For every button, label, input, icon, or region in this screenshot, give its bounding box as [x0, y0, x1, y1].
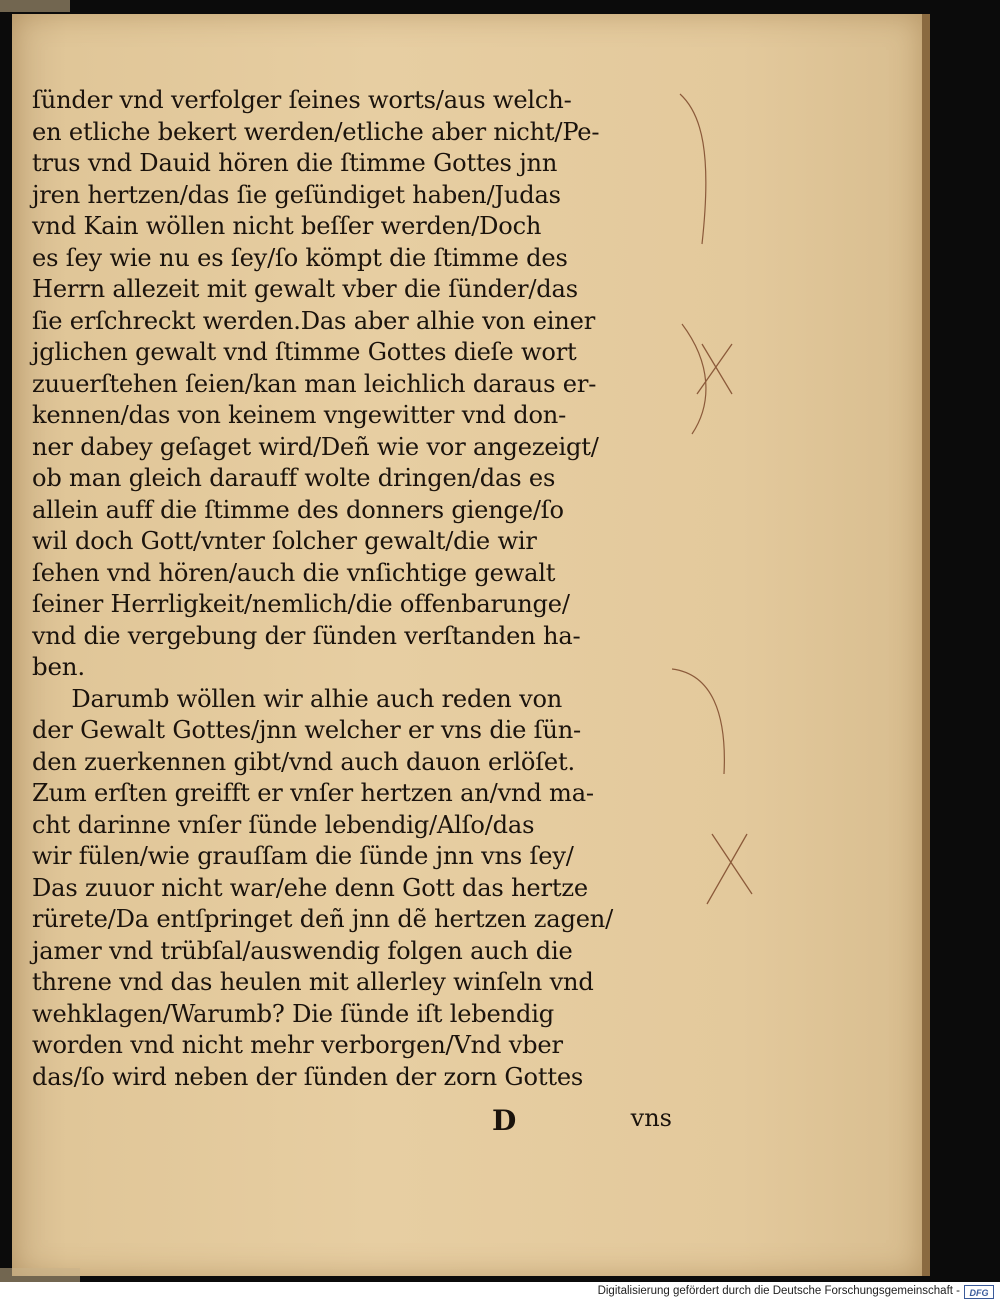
text-line: jglichen gewalt vnd ſtimme Gottes dieſe wort: [32, 337, 577, 366]
text-line: ſeiner Herrligkeit/nemlich/die offenbarunge/: [32, 589, 570, 618]
text-line: rürete/Da entſpringet deñ jnn dẽ hertzen zagen/: [32, 904, 614, 933]
text-line: jamer vnd trübſal/auswendig folgen auch die: [32, 935, 573, 965]
text-line: das/ſo wird neben der ſünden der zorn Gottes: [32, 1061, 584, 1091]
text-line: ſie erſchreckt werden.Das aber alhie von einer: [32, 305, 596, 335]
text-line: allein auff die ſtimme des donners gienge/ſo: [32, 494, 564, 524]
text-line: ſünder vnd verfolger ſeines worts/aus welch-: [32, 85, 572, 114]
text-block: [32, 84, 682, 1092]
text-line: wil doch Gott/vnter ſolcher gewalt/die wir: [32, 526, 537, 555]
gathering-signature: D: [492, 1104, 517, 1137]
footer-bar: [0, 1282, 1000, 1303]
dfg-logo: DFG: [964, 1285, 994, 1299]
page-edge: [922, 14, 930, 1276]
text-line: vnd Kain wöllen nicht beſſer werden/Doch: [32, 211, 542, 240]
text-line: vnd die vergebung der ſünden verſtanden ha-: [32, 620, 581, 650]
text-line: kennen/das von keinem vngewitter vnd don-: [32, 400, 567, 429]
text-line: es ſey wie nu es ſey/ſo kömpt die ſtimme des: [32, 242, 568, 272]
text-line: ner dabey geſaget wird/Deñ wie vor angezeigt/: [32, 431, 599, 461]
funding-credit: Digitalisierung gefördert durch die Deutsche Forschungsgemeinschaft -: [597, 1285, 960, 1297]
text-line: wir fülen/wie grauſſam die ſünde jnn vns ſey/: [32, 841, 574, 870]
adjacent-page-scrap-top: [0, 0, 70, 12]
text-line: ſehen vnd hören/auch die vnſichtige gewalt: [32, 557, 556, 587]
text-line: den zuerkennen gibt/vnd auch dauon erlöſet.: [32, 746, 575, 776]
text-line: worden vnd nicht mehr verborgen/Vnd vber: [32, 1030, 563, 1059]
text-line: trus vnd Dauid hören die ſtimme Gottes jnn: [32, 148, 558, 177]
book-page: [12, 14, 922, 1276]
text-line: ob man gleich darauff wolte dringen/das es: [32, 463, 556, 492]
catchword: vns: [630, 1104, 672, 1132]
text-line: zuuerſtehen ſeien/kan man leichlich daraus er-: [32, 368, 597, 398]
text-line: Zum erſten greifft er vnſer hertzen an/vnd ma-: [32, 778, 594, 807]
text-line: jren hertzen/das ſie geſündiget haben/Judas: [32, 179, 561, 209]
signature-catchword-line: [492, 1104, 682, 1140]
text-line: threne vnd das heulen mit allerley winſeln vnd: [32, 967, 594, 996]
text-line: Herrn allezeit mit gewalt vber die ſünder/das: [32, 274, 578, 303]
text-line: cht darinne vnſer ſünde lebendig/Alſo/das: [32, 809, 535, 839]
text-line: en etliche bekert werden/etliche aber nicht/Pe-: [32, 116, 600, 146]
text-line: Das zuuor nicht war/ehe denn Gott das hertze: [32, 872, 588, 902]
margin-annotation-marks: [672, 74, 772, 974]
adjacent-page-scrap-bottom: [0, 1268, 80, 1282]
text-line: der Gewalt Gottes/jnn welcher er vns die ſün-: [32, 715, 581, 744]
text-line: wehklagen/Warumb? Die ſünde iſt lebendig: [32, 998, 554, 1028]
text-line: Darumb wöllen wir alhie auch reden von: [71, 683, 563, 713]
text-line: ben.: [32, 652, 85, 681]
